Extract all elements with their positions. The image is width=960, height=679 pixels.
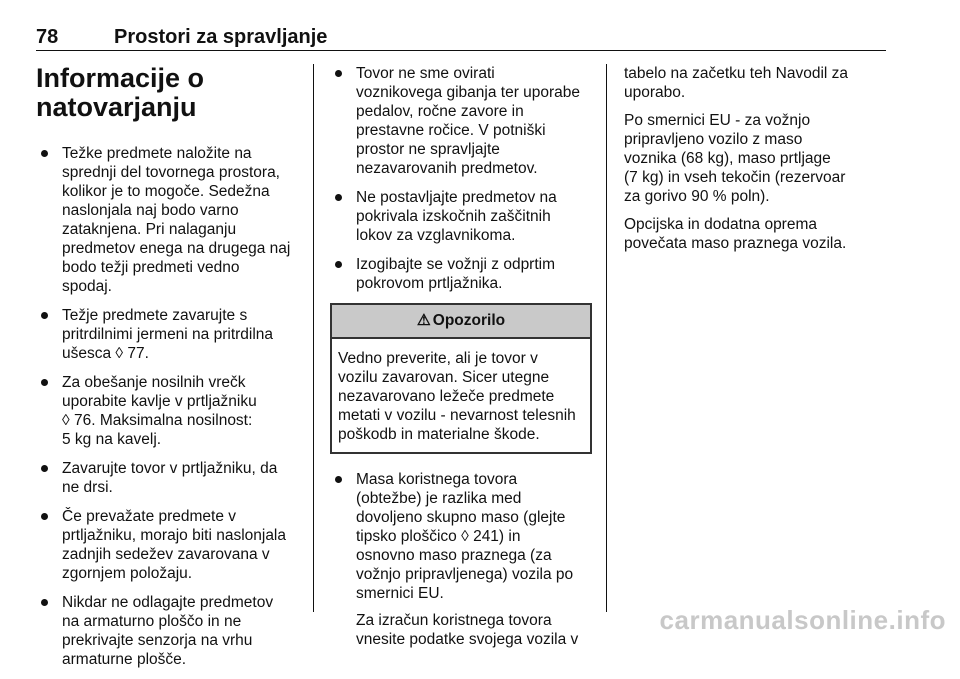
text-line: povečata maso praznega vozila. [624,235,847,252]
column-1 [36,64,302,679]
text-line: tabelo na začetku teh Navodil za [624,65,849,82]
text-line: voznika (68 kg), maso prtljage [624,150,831,167]
watermark: carmanualsonline.info [659,605,946,635]
text-line: Nikdar ne odlagajte predmetov [62,594,274,611]
bullet-icon [335,194,342,201]
bullet-list-2 [330,64,592,293]
text-line: pritrdilnimi jermeni na pritrdilna [62,326,274,343]
text-line: lokov za vzglavnikoma. [356,227,516,244]
text-line: ušesca ◊ 77. [62,345,149,362]
text-line: predmetov enega na drugega naj [62,240,291,257]
text-line: spodaj. [62,278,112,295]
list-item [36,373,302,449]
text-line: Ne postavljajte predmetov na [356,189,557,206]
text-line: metati v vozilu - nevarnost telesnih [338,407,576,424]
sub-paragraph [356,611,592,649]
paragraph [624,215,886,253]
list-item [330,64,592,178]
section-title-line: natovarjanju [36,92,197,122]
text-line: bodo težji predmeti vedno [62,259,240,276]
text-line: dovoljeno skupno maso (glejte [356,509,566,526]
page-header [36,24,886,51]
text-line: ◊ 76. Maksimalna nosilnost: [62,412,253,429]
bullet-list-1 [36,144,302,669]
text-line: Za izračun koristnega tovora [356,612,552,629]
text-line: vožnjo pripravljenega) vozila po [356,566,574,583]
text-line: (7 kg) in vseh tekočin (rezervoar [624,169,846,186]
column-divider-2 [606,64,607,612]
text-line: Za obešanje nosilnih vrečk [62,374,246,391]
text-line: pripravljeno vozilo z maso [624,131,803,148]
bullet-icon [41,312,48,319]
text-line: smernici EU. [356,585,444,602]
text-line: ne drsi. [62,479,113,496]
text-line: uporabo. [624,84,686,101]
list-item [36,507,302,583]
column-divider-1 [313,64,314,612]
column-3 [624,64,886,262]
text-line: armaturne plošče. [62,651,187,668]
list-item [330,255,592,293]
page-title: Prostori za spravljanje [114,26,328,48]
warning-icon: ⚠ [416,312,431,329]
list-item [36,593,302,669]
bullet-icon [335,70,342,77]
bullet-list-3 [330,470,592,649]
text-line: vnesite podatke svojega vozila v [356,631,579,648]
text-line: prtljažniku, morajo biti naslonjala [62,527,287,544]
text-line: tipsko ploščico ◊ 241) in [356,528,521,545]
column-2 [330,64,592,659]
bullet-icon [41,150,48,157]
text-line: uporabite kavlje v prtljažniku [62,393,257,410]
text-line: osnovno maso praznega (za [356,547,552,564]
warning-header [332,305,590,339]
text-line: 5 kg na kavelj. [62,431,162,448]
text-line: vozilu zavarovan. Sicer utegne [338,369,550,386]
text-line: zataknjena. Pri nalaganju [62,221,237,238]
text-line: za gorivo 90 % poln). [624,188,770,205]
text-line: Po smernici EU - za vožnjo [624,112,811,129]
text-line: prostor ne spravljajte [356,141,500,158]
page-number: 78 [36,26,59,48]
text-line: prekrivajte senzorja na vrhu [62,632,253,649]
text-line: pokrivala izskočnih zaščitnih [356,208,551,225]
text-line: Tovor ne sme ovirati [356,65,495,82]
section-title-line: Informacije o [36,63,205,93]
list-item [36,459,302,497]
warning-body [332,339,590,452]
text-line: na armaturno ploščo in ne [62,613,242,630]
bullet-icon [41,465,48,472]
text-line: prestavne ročice. V potniški [356,122,546,139]
text-line: Opcijska in dodatna oprema [624,216,818,233]
text-line: poškodb in materialne škode. [338,426,540,443]
bullet-icon [41,379,48,386]
text-line: voznikovega gibanja ter uporabe [356,84,581,101]
text-line: zgornjem položaju. [62,565,193,582]
paragraph [624,64,886,102]
bullet-icon [41,513,48,520]
warning-title: Opozorilo [432,312,506,329]
text-line: sprednji del tovornega prostora, [62,164,280,181]
text-line: zadnjih sedežev zavarovana v [62,546,270,563]
text-line: Zavarujte tovor v prtljažniku, da [62,460,278,477]
text-line: pedalov, ročne zavore in [356,103,524,120]
list-item [36,306,302,363]
warning-box [330,303,592,454]
text-line: nezavarovano ležeče predmete [338,388,555,405]
bullet-icon [335,261,342,268]
text-line: naslonjala naj bodo varno [62,202,239,219]
list-item [330,188,592,245]
text-line: pokrovom prtljažnika. [356,275,503,292]
text-line: Če prevažate predmete v [62,508,237,525]
paragraph [624,111,886,206]
bullet-icon [41,599,48,606]
text-line: Izogibajte se vožnji z odprtim [356,256,556,273]
text-line: nezavarovanih predmetov. [356,160,538,177]
bullet-icon [335,476,342,483]
text-line: kolikor je to mogoče. Sedežna [62,183,270,200]
text-line: Vedno preverite, ali je tovor v [338,350,538,367]
text-line: Masa koristnega tovora [356,471,518,488]
text-line: (obtežbe) je razlika med [356,490,522,507]
section-title [36,64,302,122]
text-line: Težje predmete zavarujte s [62,307,248,324]
list-item [330,470,592,649]
list-item [36,144,302,296]
text-line: Težke predmete naložite na [62,145,252,162]
